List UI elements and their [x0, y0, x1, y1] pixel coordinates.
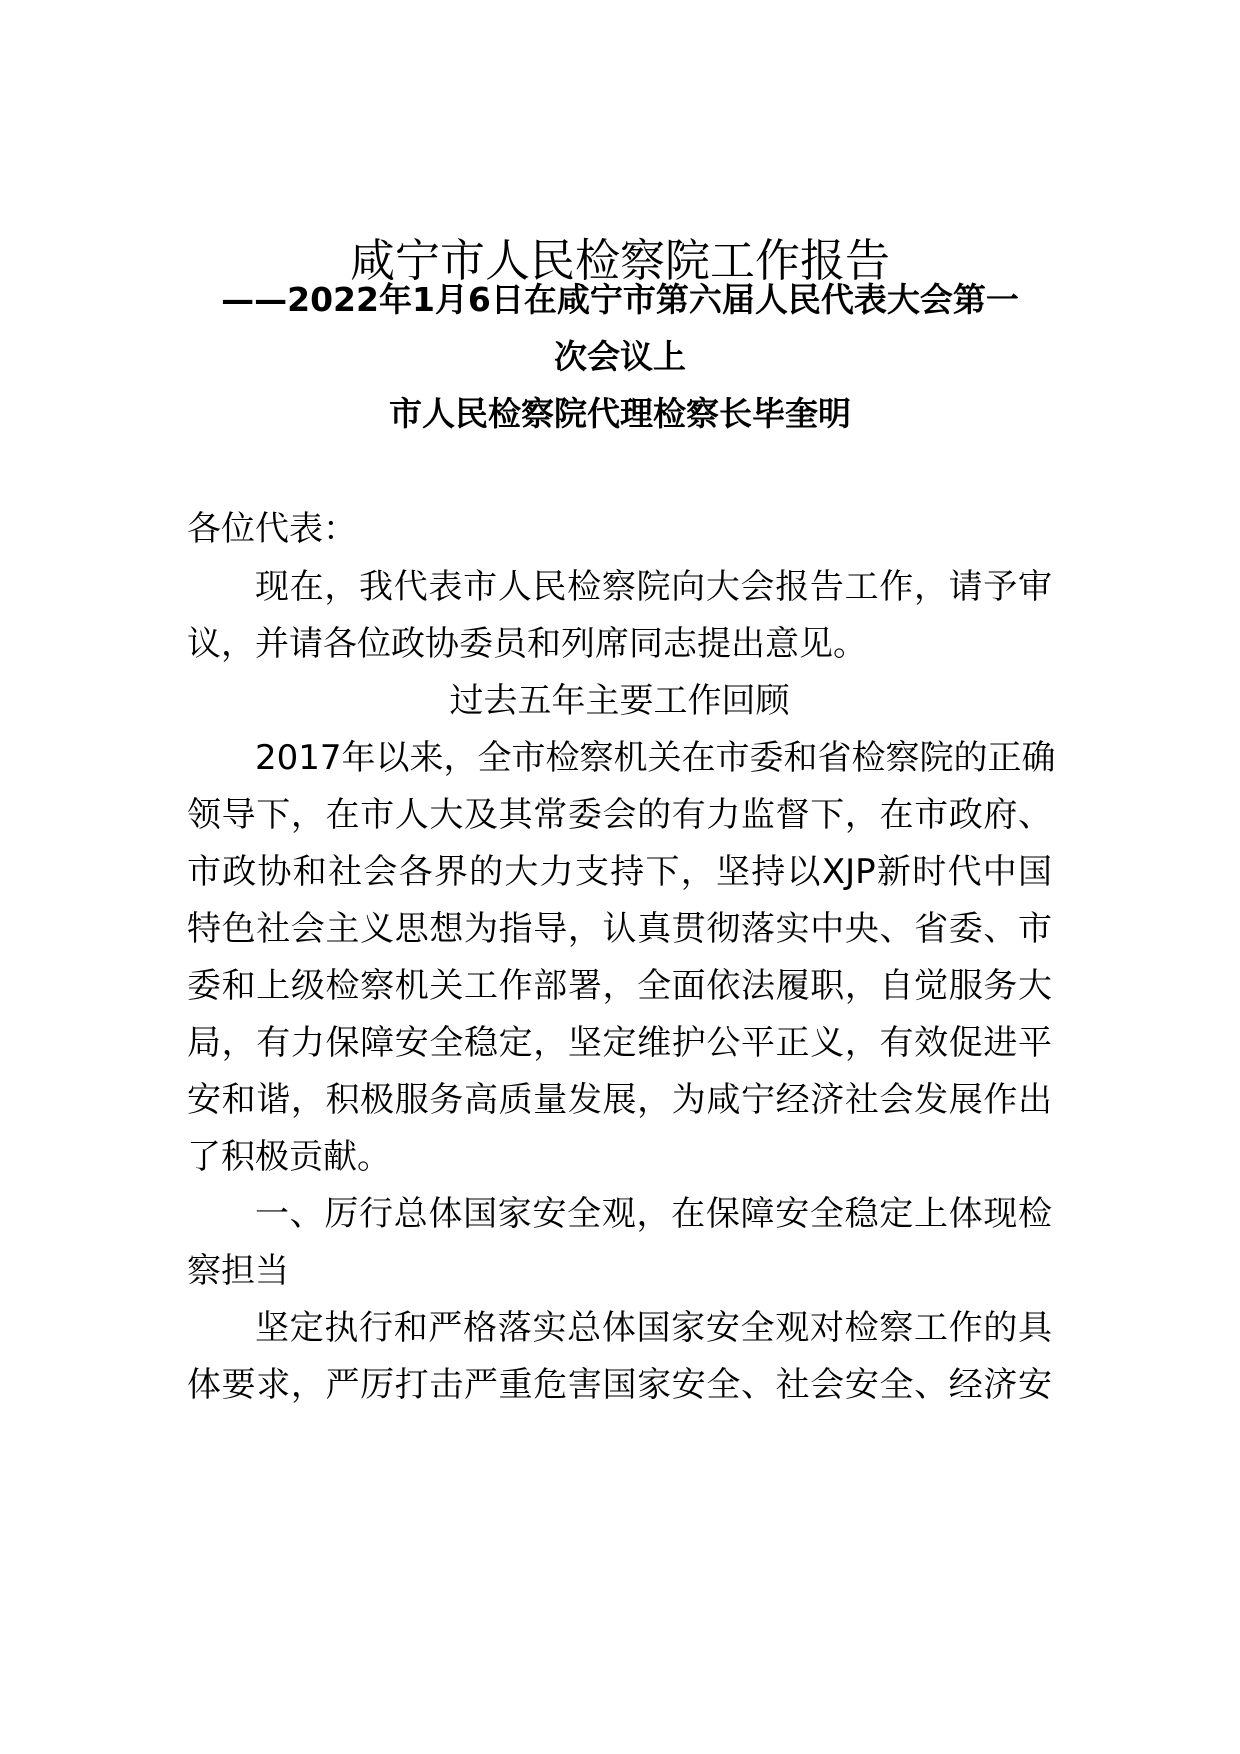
section-heading: 过去五年主要工作回顾 — [449, 681, 790, 721]
paragraph-1-line-1: 现在，我代表市人民检察院向大会报告工作，请予审 — [255, 567, 1052, 607]
paragraph-2-line-7: 安和谐，积极服务高质量发展，为咸宁经济社会发展作出 — [187, 1080, 1052, 1120]
paragraph-1-line-2: 议，并请各位政协委员和列席同志提出意见。 — [187, 624, 867, 664]
speaker-line: 市人民检察院代理检察长毕奎明 — [389, 394, 851, 433]
point-1-heading-line-2: 察担当 — [187, 1251, 289, 1291]
paragraph-2-line-6: 局，有力保障安全稳定，坚定维护公平正义，有效促进平 — [187, 1023, 1052, 1063]
paragraph-2-line-3: 市政协和社会各界的大力支持下，坚持以XJP新时代中国 — [187, 852, 1052, 892]
paragraph-2-line-1: 2017年以来，全市检察机关在市委和省检察院的正确 — [255, 738, 1056, 778]
salutation: 各位代表： — [187, 509, 357, 549]
point-1-heading-line-1: 一、厉行总体国家安全观，在保障安全稳定上体现检 — [255, 1194, 1052, 1234]
paragraph-2-line-2: 领导下，在市人大及其常委会的有力监督下，在市政府、 — [187, 795, 1052, 835]
subtitle-line-1: ——2022年1月6日在咸宁市第六届人民代表大会第一 — [221, 280, 1019, 319]
report-title: 咸宁市人民检察院工作报告 — [349, 234, 890, 287]
paragraph-2-line-4: 特色社会主义思想为指导，认真贯彻落实中央、省委、市 — [187, 909, 1052, 949]
paragraph-2-line-8: 了积极贡献。 — [187, 1137, 391, 1177]
paragraph-3-line-1: 坚定执行和严格落实总体国家安全观对检察工作的具 — [255, 1308, 1052, 1348]
paragraph-3-line-2: 体要求，严厉打击严重危害国家安全、社会安全、经济安 — [187, 1365, 1052, 1405]
subtitle-line-2: 次会议上 — [554, 337, 686, 376]
paragraph-2-line-5: 委和上级检察机关工作部署，全面依法履职，自觉服务大 — [187, 966, 1052, 1006]
